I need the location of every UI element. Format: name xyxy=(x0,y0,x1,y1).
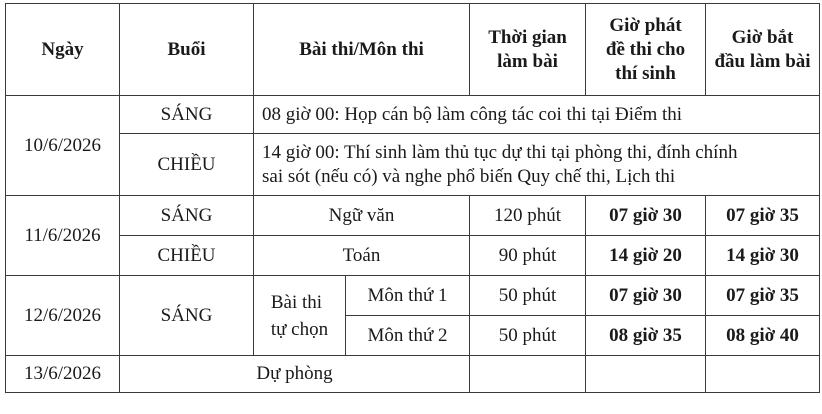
header-gio-phat-de xyxy=(586,4,706,96)
activity-line-2: sai sót (nếu có) và nghe phổ biến Quy chế thi, Lịch thi xyxy=(262,165,676,187)
activity-cell: 08 giờ 00: Họp cán bộ làm công tác coi thi tại Điểm thi xyxy=(254,96,820,134)
header-bai-thi: Bài thi/Môn thi xyxy=(254,4,470,96)
elective-group-line-1: Bài thi xyxy=(270,291,323,313)
subject-cell: Toán xyxy=(254,236,470,276)
table-row xyxy=(6,196,820,236)
header-buoi: Buổi xyxy=(120,4,254,96)
subject-cell: Ngữ văn xyxy=(254,196,470,236)
session-cell: CHIỀU xyxy=(120,236,254,276)
header-thoi-gian xyxy=(470,4,586,96)
header-gio-phat-de-line-3: thí sinh xyxy=(615,62,676,84)
header-row xyxy=(6,4,820,96)
session-cell: CHIỀU xyxy=(120,134,254,196)
table-row xyxy=(6,236,820,276)
exam-schedule-table xyxy=(5,3,820,393)
elective-group-cell xyxy=(254,276,346,356)
header-gio-bat-dau xyxy=(706,4,820,96)
distribute-time-cell xyxy=(586,356,706,393)
activity-cell xyxy=(254,134,820,196)
start-time-cell: 08 giờ 40 xyxy=(706,316,820,356)
date-cell: 12/6/2026 xyxy=(6,276,120,356)
duration-cell: 50 phút xyxy=(470,316,586,356)
activity-line-1: 14 giờ 00: Thí sinh làm thủ tục dự thi tại phòng thi, đính chính xyxy=(262,141,738,163)
start-time-cell: 07 giờ 35 xyxy=(706,276,820,316)
duration-cell: 50 phút xyxy=(470,276,586,316)
start-time-cell: 07 giờ 35 xyxy=(706,196,820,236)
header-ngay: Ngày xyxy=(6,4,120,96)
table-row xyxy=(6,276,820,316)
header-gio-bat-dau-line-1: Giờ bắt xyxy=(731,26,794,48)
elective-group-line-2: tự chọn xyxy=(270,318,329,340)
header-gio-phat-de-line-1: Giờ phát xyxy=(609,14,682,36)
duration-cell: 120 phút xyxy=(470,196,586,236)
distribute-time-cell: 07 giờ 30 xyxy=(586,276,706,316)
date-cell: 13/6/2026 xyxy=(6,356,120,393)
distribute-time-cell: 07 giờ 30 xyxy=(586,196,706,236)
session-cell: SÁNG xyxy=(120,96,254,134)
table-row xyxy=(6,134,820,196)
distribute-time-cell: 08 giờ 35 xyxy=(586,316,706,356)
header-gio-bat-dau-line-2: đầu làm bài xyxy=(714,50,811,72)
session-cell: SÁNG xyxy=(120,196,254,236)
header-thoi-gian-line-2: làm bài xyxy=(497,50,558,72)
header-thoi-gian-line-1: Thời gian xyxy=(488,26,567,48)
duration-cell xyxy=(470,356,586,393)
header-gio-phat-de-line-2: đề thi cho xyxy=(605,38,686,60)
distribute-time-cell: 14 giờ 20 xyxy=(586,236,706,276)
table-row xyxy=(6,96,820,134)
start-time-cell: 14 giờ 30 xyxy=(706,236,820,276)
date-cell: 10/6/2026 xyxy=(6,96,120,196)
date-cell: 11/6/2026 xyxy=(6,196,120,276)
activity-cell: Dự phòng xyxy=(120,356,470,393)
subject-cell: Môn thứ 2 xyxy=(346,316,470,356)
table-row xyxy=(6,356,820,393)
duration-cell: 90 phút xyxy=(470,236,586,276)
session-cell: SÁNG xyxy=(120,276,254,356)
start-time-cell xyxy=(706,356,820,393)
subject-cell: Môn thứ 1 xyxy=(346,276,470,316)
elective-group-label xyxy=(271,289,328,343)
